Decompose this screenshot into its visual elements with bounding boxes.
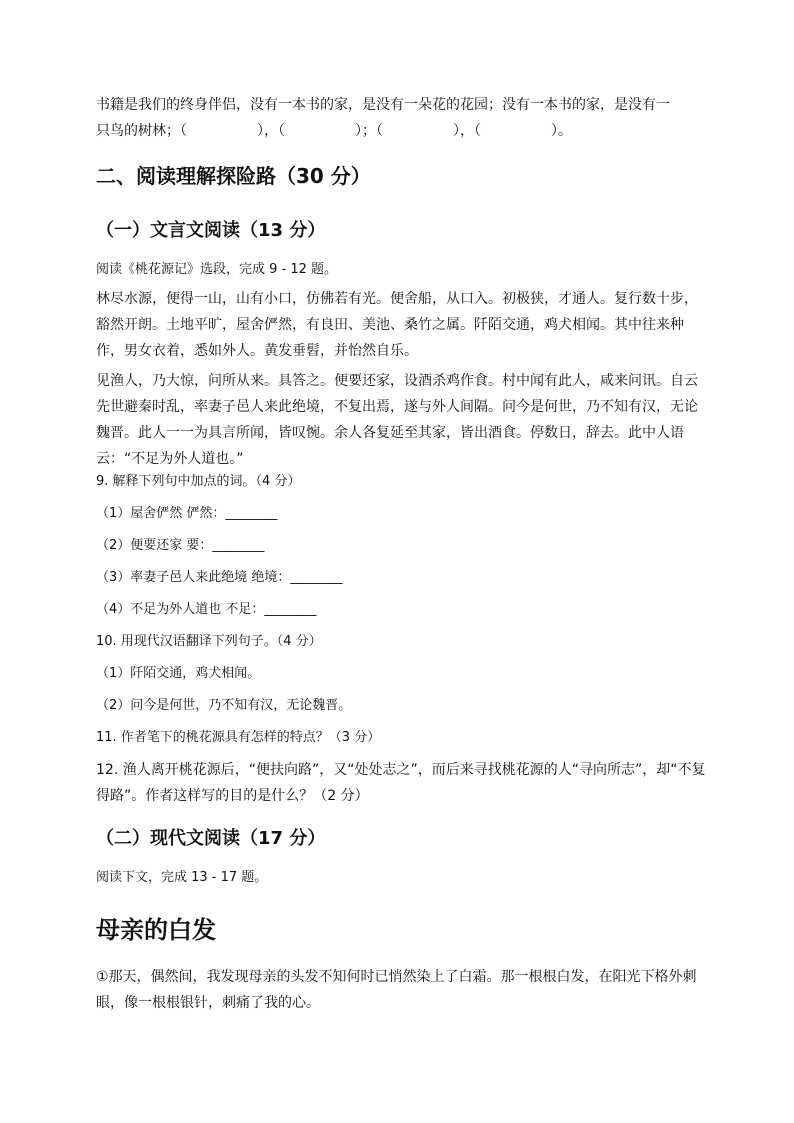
intro-line-2: 只鸟的树林；（ ），（ ）；（ ），（ ）。 <box>96 123 572 139</box>
question-11: 11. 作者笔下的桃花源具有怎样的特点？（3 分） <box>96 730 381 745</box>
question-9-3: （3）率妻子邑人来此绝境 绝境：________ <box>96 570 343 585</box>
intro-line-1: 书籍是我们的终身伴侣，没有一本书的家，是没有一朵花的花园；没有一本书的家，是没有一 <box>96 97 670 113</box>
article-title: 母亲的白发 <box>96 916 216 944</box>
part2-title: （二）现代文阅读（17 分） <box>96 828 326 849</box>
question-9-4: （4）不足为外人道也 不足：________ <box>96 602 317 617</box>
question-9-1: （1）屋舍俨然 俨然：________ <box>96 506 278 521</box>
question-10-1: （1）阡陌交通，鸡犬相闻。 <box>96 666 261 681</box>
question-12: 12. 渔人离开桃花源后，“便扶向路”，又“处处志之”，而后来寻找桃花源的人“寻向所志”，却“不复得路”。作者这样写的目的是什么？（2 分） <box>96 762 706 804</box>
passage-paragraph-2: 见渔人，乃大惊，问所从来。具答之。便要还家，设酒杀鸡作食。村中闻有此人，咸来问讯。自云先世避秦时乱，率妻子邑人来此绝境，不复出焉，遂与外人间隔。问今是何世，乃不知有汉，无论魏晋。此人一一为具言所闻，皆叹惋。余人各复延至其家，皆出酒食。停数日，辞去。此中人语云：“不足为外人道也。” <box>96 373 698 467</box>
article-paragraph-1: ①那天，偶然间，我发现母亲的头发不知何时已悄然染上了白霜。那一根根白发，在阳光下格外刺眼，像一根根银针，刺痛了我的心。 <box>96 969 697 1011</box>
question-10: 10. 用现代汉语翻译下列句子。（4 分） <box>96 634 322 649</box>
section-title: 二、阅读理解探险路（30 分） <box>96 164 371 188</box>
question-10-2: （2）问今是何世，乃不知有汉，无论魏晋。 <box>96 698 352 713</box>
question-9: 9. 解释下列句中加点的词。（4 分） <box>96 474 301 489</box>
part1-instruction: 阅读《桃花源记》选段，完成 9 - 12 题。 <box>96 262 338 277</box>
question-9-2: （2）便要还家 要：________ <box>96 538 265 553</box>
part2-instruction: 阅读下文，完成 13 - 17 题。 <box>96 870 268 885</box>
passage-paragraph-1: 林尽水源，便得一山，山有小口，仿佛若有光。便舍船，从口入。初极狭，才通人。复行数十步，豁然开朗。土地平旷，屋舍俨然，有良田、美池、桑竹之属。阡陌交通，鸡犬相闻。其中往来种作，男女衣着，悉如外人。黄发垂髫，并怡然自乐。 <box>96 291 698 359</box>
part1-title: （一）文言文阅读（13 分） <box>96 220 326 241</box>
